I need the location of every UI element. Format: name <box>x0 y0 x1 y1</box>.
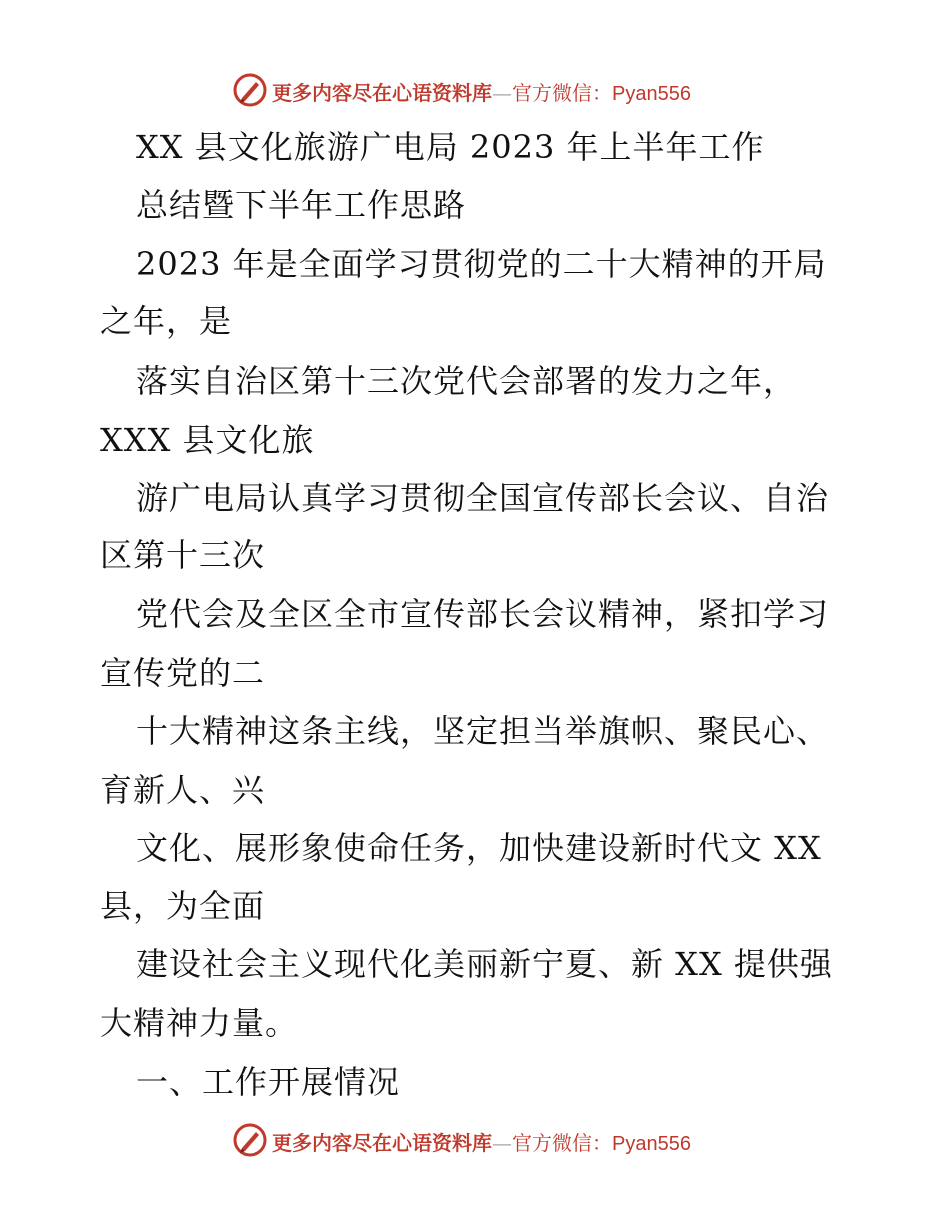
section-heading: 一、工作开展情况 <box>136 1063 401 1101</box>
body-line: 建设社会主义现代化美丽新宁夏、新 XX 提供强 <box>136 945 833 983</box>
body-line: 区第十三次 <box>100 536 266 574</box>
footer-banner[interactable] <box>0 1120 950 1160</box>
banner-text: 更多内容尽在心语资料库 <box>272 1131 492 1155</box>
body-line: 育新人、兴 <box>100 771 266 809</box>
body-line: 党代会及全区全市宣传部长会议精神，紧扣学习 <box>136 595 830 633</box>
body-line: 之年，是 <box>100 302 233 340</box>
body-line: 宣传党的二 <box>100 654 266 692</box>
banner-text-line <box>272 1127 691 1156</box>
body-line: 县，为全面 <box>100 887 266 925</box>
banner-separator: — <box>492 1131 512 1155</box>
pen-logo-icon <box>232 1122 268 1158</box>
banner-separator: — <box>492 81 512 105</box>
body-line: 文化、展形象使命任务，加快建设新时代文 XX <box>136 829 822 867</box>
body-line: 落实自治区第十三次党代会部署的发力之年， <box>136 362 797 400</box>
body-line: 十大精神这条主线，坚定担当举旗帜、聚民心、 <box>136 712 830 750</box>
banner-text-line <box>272 77 691 106</box>
header-banner[interactable] <box>0 70 950 110</box>
document-title-line-2: 总结暨下半年工作思路 <box>136 186 467 224</box>
body-line: XXX 县文化旅 <box>100 421 315 459</box>
banner-account: 官方微信：Pyan556 <box>512 83 691 105</box>
banner-text: 更多内容尽在心语资料库 <box>272 81 492 105</box>
pen-logo-icon <box>232 72 268 108</box>
body-line: 2023 年是全面学习贯彻党的二十大精神的开局 <box>136 245 827 283</box>
banner-account: 官方微信：Pyan556 <box>512 1133 691 1155</box>
body-line: 大精神力量。 <box>100 1004 299 1042</box>
document-title-line-1: XX 县文化旅游广电局 2023 年上半年工作 <box>136 128 765 166</box>
body-line: 游广电局认真学习贯彻全国宣传部长会议、自治 <box>136 479 830 517</box>
